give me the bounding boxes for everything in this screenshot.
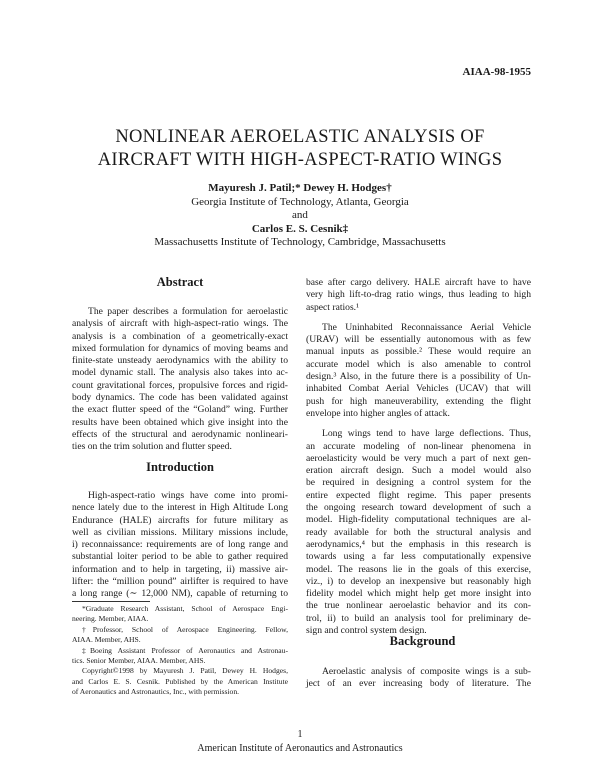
- text-line: a long range (∼ 12,000 NM), capable of returning to: [72, 588, 288, 600]
- text-line: ject of an ever increasing body of literature. The: [306, 678, 531, 690]
- right-column-body: [306, 277, 531, 637]
- text-line: towards using a far less computationally expensive: [306, 551, 531, 563]
- page-number: 1: [297, 729, 303, 740]
- text-line: Long wings tend to have large deflections. Thus,: [322, 428, 531, 440]
- text-line: Endurance (HALE) aircrafts for future military as: [72, 514, 288, 526]
- background-heading: Background: [389, 634, 456, 648]
- text-line: well as civilian missions. Military missions include,: [72, 526, 288, 538]
- text-line: accurate model which is also amenable to control: [306, 358, 531, 370]
- text-line: aeroelasticity would be very much a part of next gen-: [306, 452, 531, 464]
- text-line: trol, ii) to build an analysis tool for preliminary de-: [306, 612, 531, 624]
- footnote-rule: [72, 601, 150, 602]
- footnote-line: ‡Boeing Assistant Professor of Aeronautics and Astronau-: [82, 645, 288, 655]
- text-line: ready available for both the structural analysis and: [306, 526, 531, 538]
- text-line: the ongoing research toward development of such a: [306, 502, 531, 514]
- text-line: inhabited Combat Aerial Vehicles (UCAV) that will: [306, 383, 531, 395]
- footnote-line: of Aeronautics and Astronautics, Inc., with permission.: [72, 687, 240, 697]
- page-footer: American Institute of Aeronautics and Astronautics: [197, 743, 403, 754]
- authors-secondary: Carlos E. S. Cesnik‡: [251, 222, 349, 235]
- text-line: i) reconnaissance: requirements are of long range and: [72, 539, 288, 551]
- text-line: mixed formulation for dynamics of moving beams and: [72, 342, 288, 354]
- text-line: results have been obtained which give insight into the: [72, 416, 288, 428]
- text-line: (URAV) will be essentially autonomous with as few: [306, 334, 531, 346]
- text-line: the exact flutter speed of the “Goland” wing. Further: [72, 404, 288, 416]
- text-line: model. The reasons lie in the goals of this exercise,: [306, 563, 531, 575]
- abstract-heading: Abstract: [156, 275, 204, 289]
- background-body: [306, 666, 531, 691]
- text-line: sign and control system design.: [306, 625, 427, 637]
- affiliation-georgia-tech: Georgia Institute of Technology, Atlanta, Georgia: [191, 195, 409, 208]
- text-line: envelope into higher angles of attack.: [306, 407, 450, 419]
- title-line: NONLINEAR AEROELASTIC ANALYSIS OF: [115, 127, 485, 147]
- text-line: count gravitational forces, propulsive forces and rigid-: [72, 379, 288, 391]
- introduction-body: [72, 490, 288, 601]
- and-text: and: [292, 209, 308, 221]
- text-line: lifter: the “million pound” airlifter is required to have: [72, 576, 288, 588]
- footnote-line: and Carlos E. S. Cesnik. Published by the American Institute: [72, 676, 288, 686]
- paper-title: [0, 126, 600, 172]
- text-line: model dynamic stall. The analysis also takes into ac-: [72, 367, 288, 379]
- text-line: fidelity model which might help get more insight into: [306, 588, 531, 600]
- text-line: ties on the trim solution and flutter speed.: [72, 441, 232, 453]
- text-line: analysis of aircraft with high-aspect-ratio wings. The: [72, 318, 288, 330]
- text-line: The paper describes a formulation for aeroelastic: [88, 306, 288, 317]
- text-line: viz., i) to develop an inexpensive but reasonably high: [306, 575, 531, 587]
- text-line: High-aspect-ratio wings have come into promi-: [88, 490, 288, 501]
- introduction-heading: Introduction: [146, 460, 214, 474]
- text-line: Aeroelastic analysis of composite wings is a sub-: [322, 666, 531, 677]
- text-line: effects of the structural and aerodynamic nonlineari-: [72, 428, 288, 440]
- footnote-line: Copyright©1998 by Mayuresh J. Patil, Dewey H. Hodges,: [82, 666, 288, 676]
- paragraph-gap: [306, 420, 531, 428]
- title-line: AIRCRAFT WITH HIGH-ASPECT-RATIO WINGS: [97, 150, 503, 170]
- text-line: design.³ Also, in the future there is a possibility of Un-: [306, 371, 531, 383]
- text-line: analysis is a combination of a geometrically-exact: [72, 330, 288, 342]
- text-line: an accurate modeling of non-linear phenomena in: [306, 440, 531, 452]
- footnote-line: AIAA. Member, AHS.: [72, 635, 141, 645]
- text-line: eration aircraft design. Such a model would also: [306, 465, 531, 477]
- footnote-line: *Graduate Research Assistant, School of Aerospace Engi-: [82, 604, 288, 613]
- author-block: [0, 182, 600, 250]
- text-line: push for high maneuverability, extending the flight: [306, 395, 531, 407]
- report-number: AIAA-98-1955: [462, 66, 531, 78]
- text-line: model. High-fidelity computational techniques are al-: [306, 514, 531, 526]
- text-line: nence lately due to the interest in High Altitude Long: [72, 502, 288, 514]
- text-line: information and to help in targeting, ii) massive air-: [72, 563, 288, 575]
- text-line: aerodynamics,⁴ but the emphasis in this research is: [306, 538, 531, 550]
- text-line: base after cargo delivery. HALE aircraft have to have: [306, 277, 531, 288]
- text-line: be required in designing a control system for the: [306, 477, 531, 489]
- footnotes: [72, 604, 288, 698]
- footnote-line: neering. Member, AIAA.: [72, 614, 149, 624]
- text-line: the true nonlinear aeroelastic behavior and its con-: [306, 600, 531, 612]
- text-line: substantial loiter period to be able to gather required: [72, 551, 288, 563]
- abstract-body: [72, 306, 288, 454]
- affiliation-mit: Massachusetts Institute of Technology, Cambridge, Massachusetts: [154, 236, 446, 248]
- text-line: finite-state unsteady aerodynamics with the ability to: [72, 355, 288, 367]
- footnote-line: tics. Senior Member, AIAA. Member, AHS.: [72, 655, 206, 665]
- paragraph-gap: [306, 314, 531, 322]
- text-line: aspect ratios.¹: [306, 301, 359, 313]
- footnote-line: †Professor, School of Aerospace Engineering. Fellow,: [82, 624, 288, 634]
- text-line: The Uninhabited Reconnaissance Aerial Vehicle: [322, 321, 531, 333]
- authors-primary: Mayuresh J. Patil;* Dewey H. Hodges†: [208, 182, 392, 194]
- text-line: manual inputs as possible.² These would require an: [306, 346, 531, 358]
- text-line: very high lift-to-drag ratio wings, thus leading to high: [306, 289, 531, 301]
- text-line: entire expected flight regime. This paper presents: [306, 489, 531, 501]
- text-line: body dynamics. The code has been validated against: [72, 392, 288, 404]
